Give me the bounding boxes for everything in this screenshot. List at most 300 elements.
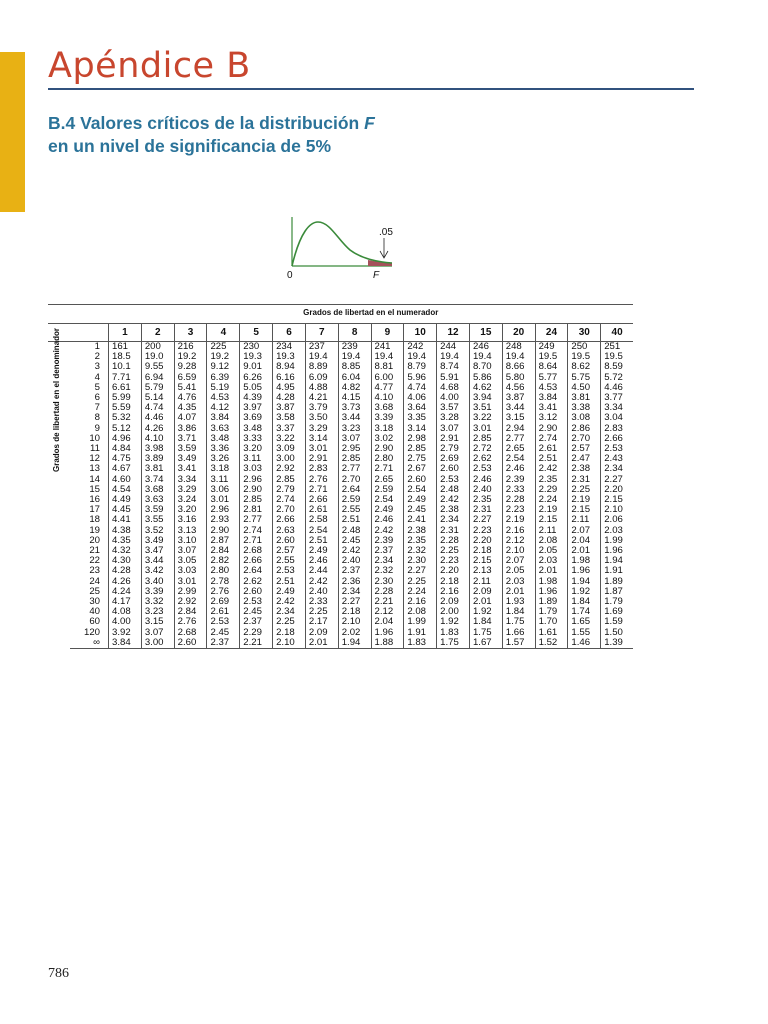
critical-value-cell: 19.2 (174, 352, 207, 362)
critical-value-cell: 250 (568, 342, 601, 353)
critical-value-cell: 2.62 (240, 577, 273, 587)
f-distribution-figure (278, 212, 408, 284)
critical-value-cell: 2.21 (371, 597, 404, 607)
row-df-label: 9 (94, 422, 100, 434)
critical-value-cell: 2.15 (535, 515, 568, 525)
critical-value-cell: 2.25 (273, 617, 306, 627)
critical-value-cell: 3.68 (371, 403, 404, 413)
row-df-label: 17 (89, 504, 100, 516)
column-header: 12 (437, 324, 470, 342)
critical-value-cell: 3.01 (305, 444, 338, 454)
critical-value-cell: 2.53 (469, 464, 502, 474)
critical-value-cell: 9.28 (174, 362, 207, 372)
critical-value-cell: 3.36 (207, 444, 240, 454)
critical-value-cell: 3.44 (141, 556, 174, 566)
critical-value-cell: 2.24 (535, 495, 568, 505)
critical-value-cell: 1.61 (535, 628, 568, 638)
critical-value-cell: 4.07 (174, 413, 207, 423)
critical-value-cell: 2.54 (502, 454, 535, 464)
critical-value-cell: 6.26 (240, 373, 273, 383)
critical-value-cell: 2.61 (305, 505, 338, 515)
critical-value-cell: 2.25 (305, 607, 338, 617)
critical-value-cell: 3.59 (141, 505, 174, 515)
critical-value-cell: 3.14 (404, 424, 437, 434)
critical-value-cell: 4.28 (273, 393, 306, 403)
critical-value-cell: 3.07 (338, 434, 371, 444)
critical-value-cell: 4.74 (141, 403, 174, 413)
row-df-label: 2 (94, 351, 100, 363)
critical-value-cell: 2.45 (207, 628, 240, 638)
critical-value-cell: 2.27 (404, 566, 437, 576)
critical-value-cell: 1.55 (568, 628, 601, 638)
critical-value-cell: 3.20 (240, 444, 273, 454)
critical-value-cell: 2.51 (535, 454, 568, 464)
critical-value-cell: 2.10 (601, 505, 633, 515)
critical-value-cell: 2.32 (371, 566, 404, 576)
critical-value-cell: 19.4 (469, 352, 502, 362)
critical-value-cell: 4.39 (240, 393, 273, 403)
critical-value-cell: 3.48 (207, 434, 240, 444)
critical-value-cell: 3.57 (437, 403, 470, 413)
critical-value-cell: 3.51 (469, 403, 502, 413)
critical-value-cell: 237 (305, 342, 338, 353)
critical-value-cell: 4.24 (109, 587, 142, 597)
critical-value-cell: 2.61 (535, 444, 568, 454)
critical-value-cell: 2.46 (469, 475, 502, 485)
critical-value-cell: 8.94 (273, 362, 306, 372)
critical-value-cell: 3.49 (174, 454, 207, 464)
critical-value-cell: 234 (273, 342, 306, 353)
critical-value-cell: 2.77 (240, 515, 273, 525)
critical-value-cell: 2.31 (568, 475, 601, 485)
critical-value-cell: 1.75 (437, 638, 470, 649)
critical-value-cell: 19.5 (535, 352, 568, 362)
critical-value-cell: 19.5 (568, 352, 601, 362)
critical-value-cell: 1.46 (568, 638, 601, 649)
critical-value-cell: 3.01 (207, 495, 240, 505)
critical-value-cell: 2.57 (273, 546, 306, 556)
column-header: 6 (273, 324, 306, 342)
critical-value-cell: 19.4 (338, 352, 371, 362)
critical-value-cell: 2.08 (404, 607, 437, 617)
critical-value-cell: 2.39 (371, 536, 404, 546)
critical-value-cell: 2.13 (469, 566, 502, 576)
critical-value-cell: 2.07 (502, 556, 535, 566)
critical-value-cell: 4.17 (109, 597, 142, 607)
critical-value-cell: 2.96 (207, 505, 240, 515)
critical-value-cell: 3.15 (141, 617, 174, 627)
critical-value-cell: 3.08 (568, 413, 601, 423)
critical-value-cell: 2.60 (174, 638, 207, 649)
critical-value-cell: 2.37 (207, 638, 240, 649)
critical-value-cell: 3.73 (338, 403, 371, 413)
critical-value-cell: 3.09 (273, 444, 306, 454)
critical-value-cell: 2.81 (240, 505, 273, 515)
critical-value-cell: 2.66 (305, 495, 338, 505)
critical-value-cell: 3.81 (568, 393, 601, 403)
critical-value-cell: 2.91 (437, 434, 470, 444)
critical-value-cell: 5.05 (240, 383, 273, 393)
critical-value-cell: 2.49 (404, 495, 437, 505)
critical-value-cell: 2.51 (305, 536, 338, 546)
critical-value-cell: 2.57 (568, 444, 601, 454)
critical-value-cell: 2.83 (305, 464, 338, 474)
critical-value-cell: 2.98 (404, 434, 437, 444)
critical-value-cell: 5.32 (109, 413, 142, 423)
critical-value-cell: 3.58 (273, 413, 306, 423)
figure-alpha-label: .05 (379, 227, 393, 238)
critical-value-cell: 2.10 (338, 617, 371, 627)
critical-value-cell: 1.88 (371, 638, 404, 649)
critical-value-cell: 19.5 (601, 352, 633, 362)
critical-value-cell: 2.45 (338, 536, 371, 546)
critical-value-cell: 1.96 (371, 628, 404, 638)
row-df-label: 30 (89, 596, 100, 608)
section-title (48, 112, 375, 158)
title-rule (48, 88, 694, 90)
row-df-label: 19 (89, 524, 100, 536)
critical-value-cell: 2.70 (273, 505, 306, 515)
critical-value-cell: 5.86 (469, 373, 502, 383)
column-header: 20 (502, 324, 535, 342)
critical-value-cell: 19.4 (502, 352, 535, 362)
critical-value-cell: 3.28 (437, 413, 470, 423)
critical-value-cell: 1.87 (601, 587, 633, 597)
critical-value-cell: 1.67 (469, 638, 502, 649)
critical-value-cell: 2.79 (273, 485, 306, 495)
critical-value-cell: 2.31 (437, 526, 470, 536)
critical-value-cell: 3.52 (141, 526, 174, 536)
critical-value-cell: 2.66 (240, 556, 273, 566)
critical-value-cell: 1.79 (601, 597, 633, 607)
row-df-label: 60 (89, 616, 100, 628)
row-df-label: 8 (94, 412, 100, 424)
column-header: 40 (601, 324, 633, 342)
critical-value-cell: 1.70 (535, 617, 568, 627)
critical-value-cell: 2.10 (273, 638, 306, 649)
critical-value-cell: 2.92 (174, 597, 207, 607)
critical-value-cell: 1.84 (568, 597, 601, 607)
critical-value-cell: 2.90 (535, 424, 568, 434)
critical-value-cell: 4.21 (305, 393, 338, 403)
row-df-label: 18 (89, 514, 100, 526)
critical-value-cell: 3.89 (141, 454, 174, 464)
critical-value-cell: 161 (109, 342, 142, 353)
critical-value-cell: 3.42 (141, 566, 174, 576)
critical-value-cell: 2.08 (535, 536, 568, 546)
critical-value-cell: 2.34 (601, 464, 633, 474)
row-df-label: 40 (89, 606, 100, 618)
critical-value-cell: 2.54 (404, 485, 437, 495)
critical-value-cell: 1.92 (437, 617, 470, 627)
column-header: 3 (174, 324, 207, 342)
critical-value-cell: 2.38 (568, 464, 601, 474)
critical-value-cell: 1.75 (469, 628, 502, 638)
critical-value-cell: 2.36 (338, 577, 371, 587)
critical-value-cell: 3.92 (109, 628, 142, 638)
critical-value-cell: 1.52 (535, 638, 568, 649)
critical-value-cell: 5.80 (502, 373, 535, 383)
critical-value-cell: 244 (437, 342, 470, 353)
critical-value-cell: 3.35 (404, 413, 437, 423)
table-caption: Grados de libertad en el numerador (109, 305, 634, 324)
critical-value-cell: 19.4 (404, 352, 437, 362)
critical-value-cell: 2.91 (305, 454, 338, 464)
critical-value-cell: 4.56 (502, 383, 535, 393)
critical-value-cell: 2.18 (338, 607, 371, 617)
critical-value-cell: 18.5 (109, 352, 142, 362)
critical-value-cell: 2.04 (568, 536, 601, 546)
critical-value-cell: 3.97 (240, 403, 273, 413)
critical-value-cell: 4.53 (535, 383, 568, 393)
critical-value-cell: 1.50 (601, 628, 633, 638)
critical-value-cell: 4.30 (109, 556, 142, 566)
critical-value-cell: 2.11 (469, 577, 502, 587)
critical-value-cell: 3.37 (273, 424, 306, 434)
critical-value-cell: 2.42 (338, 546, 371, 556)
critical-value-cell: 2.29 (535, 485, 568, 495)
critical-value-cell: 2.47 (568, 454, 601, 464)
critical-value-cell: 4.10 (371, 393, 404, 403)
critical-value-cell: 2.25 (568, 485, 601, 495)
critical-value-cell: 4.00 (437, 393, 470, 403)
critical-value-cell: 6.04 (338, 373, 371, 383)
critical-value-cell: 2.20 (469, 536, 502, 546)
critical-value-cell: 2.77 (338, 464, 371, 474)
critical-value-cell: 2.49 (371, 505, 404, 515)
row-df-label: 15 (89, 483, 100, 495)
critical-value-cell: 3.26 (207, 454, 240, 464)
critical-value-cell: 3.44 (502, 403, 535, 413)
critical-value-cell: 2.96 (240, 475, 273, 485)
row-df-label: 25 (89, 585, 100, 597)
critical-value-cell: 2.30 (404, 556, 437, 566)
critical-value-cell: 2.74 (535, 434, 568, 444)
critical-value-cell: 1.65 (568, 617, 601, 627)
page-number: 786 (48, 966, 69, 981)
critical-value-cell: 3.34 (601, 403, 633, 413)
critical-value-cell: 5.79 (141, 383, 174, 393)
critical-value-cell: 2.59 (338, 495, 371, 505)
critical-value-cell: 2.20 (437, 566, 470, 576)
critical-value-cell: 3.01 (174, 577, 207, 587)
critical-value-cell: 3.02 (371, 434, 404, 444)
critical-value-cell: 2.37 (240, 617, 273, 627)
critical-value-cell: 4.26 (109, 577, 142, 587)
critical-value-cell: 3.94 (469, 393, 502, 403)
critical-value-cell: 1.92 (568, 587, 601, 597)
critical-value-cell: 2.71 (305, 485, 338, 495)
critical-value-cell: 2.90 (207, 526, 240, 536)
critical-value-cell: 3.38 (568, 403, 601, 413)
critical-value-cell: 2.27 (601, 475, 633, 485)
page-title: Apéndice B (48, 46, 251, 86)
critical-value-cell: 4.32 (109, 546, 142, 556)
critical-value-cell: 2.54 (305, 526, 338, 536)
critical-value-cell: 3.05 (174, 556, 207, 566)
critical-value-cell: 2.99 (174, 587, 207, 597)
critical-value-cell: 6.59 (174, 373, 207, 383)
critical-value-cell: 2.60 (437, 464, 470, 474)
critical-value-cell: 1.98 (568, 556, 601, 566)
critical-value-cell: 2.78 (207, 577, 240, 587)
critical-value-cell: 9.01 (240, 362, 273, 372)
critical-value-cell: 2.49 (305, 546, 338, 556)
critical-value-cell: 3.11 (240, 454, 273, 464)
critical-value-cell: 2.03 (601, 526, 633, 536)
critical-value-cell: 6.61 (109, 383, 142, 393)
critical-value-cell: 3.23 (141, 607, 174, 617)
critical-value-cell: 2.12 (502, 536, 535, 546)
critical-value-cell: 2.27 (469, 515, 502, 525)
critical-value-cell: 1.94 (601, 556, 633, 566)
critical-value-cell: 3.84 (535, 393, 568, 403)
critical-value-cell: 2.85 (404, 444, 437, 454)
row-df-label: 12 (89, 453, 100, 465)
critical-value-cell: 2.24 (404, 587, 437, 597)
critical-value-cell: 1.89 (535, 597, 568, 607)
critical-value-cell: 2.76 (207, 587, 240, 597)
critical-value-cell: 249 (535, 342, 568, 353)
critical-value-cell: 5.12 (109, 424, 142, 434)
critical-value-cell: 3.20 (174, 505, 207, 515)
critical-value-cell: 4.35 (174, 403, 207, 413)
critical-value-cell: 2.85 (338, 454, 371, 464)
critical-value-cell: 2.42 (437, 495, 470, 505)
critical-value-cell: 241 (371, 342, 404, 353)
critical-value-cell: 2.15 (568, 505, 601, 515)
critical-value-cell: 3.98 (141, 444, 174, 454)
critical-value-cell: 2.80 (371, 454, 404, 464)
critical-value-cell: 2.37 (338, 566, 371, 576)
critical-value-cell: 2.42 (305, 577, 338, 587)
critical-value-cell: 3.68 (141, 485, 174, 495)
critical-value-cell: 2.03 (535, 556, 568, 566)
critical-value-cell: 2.85 (273, 475, 306, 485)
critical-value-cell: 3.16 (174, 515, 207, 525)
critical-value-cell: 2.69 (437, 454, 470, 464)
critical-value-cell: 8.74 (437, 362, 470, 372)
critical-value-cell: 2.25 (437, 546, 470, 556)
critical-value-cell: 2.09 (305, 628, 338, 638)
critical-value-cell: 2.40 (305, 587, 338, 597)
critical-value-cell: 2.34 (338, 587, 371, 597)
critical-value-cell: 2.55 (273, 556, 306, 566)
critical-value-cell: 4.08 (109, 607, 142, 617)
critical-value-cell: 2.42 (273, 597, 306, 607)
critical-value-cell: 3.44 (338, 413, 371, 423)
critical-value-cell: 4.10 (141, 434, 174, 444)
critical-value-cell: 4.88 (305, 383, 338, 393)
critical-value-cell: 2.16 (404, 597, 437, 607)
critical-value-cell: 6.16 (273, 373, 306, 383)
critical-value-cell: 8.59 (601, 362, 633, 372)
critical-value-cell: 2.39 (502, 475, 535, 485)
critical-value-cell: 2.23 (469, 526, 502, 536)
critical-value-cell: 3.33 (240, 434, 273, 444)
critical-value-cell: 3.07 (174, 546, 207, 556)
critical-value-cell: 5.59 (109, 403, 142, 413)
critical-value-cell: 19.4 (305, 352, 338, 362)
critical-value-cell: 3.23 (338, 424, 371, 434)
critical-value-cell: 3.18 (371, 424, 404, 434)
row-df-label: 14 (89, 473, 100, 485)
critical-value-cell: 5.72 (601, 373, 633, 383)
critical-value-cell: 4.54 (109, 485, 142, 495)
critical-value-cell: 6.09 (305, 373, 338, 383)
critical-value-cell: 10.1 (109, 362, 142, 372)
critical-value-cell: 3.29 (174, 485, 207, 495)
critical-value-cell: 3.11 (207, 475, 240, 485)
critical-value-cell: 2.58 (305, 515, 338, 525)
critical-value-cell: 2.79 (437, 444, 470, 454)
critical-value-cell: 2.61 (207, 607, 240, 617)
critical-value-cell: 4.82 (338, 383, 371, 393)
critical-value-cell: 2.37 (371, 546, 404, 556)
critical-value-cell: 1.93 (502, 597, 535, 607)
critical-value-cell: 2.01 (535, 566, 568, 576)
critical-value-cell: 2.84 (207, 546, 240, 556)
critical-value-cell: 2.53 (601, 444, 633, 454)
column-header: 24 (535, 324, 568, 342)
critical-value-cell: 2.38 (437, 505, 470, 515)
critical-value-cell: 2.40 (469, 485, 502, 495)
critical-value-cell: 2.33 (502, 485, 535, 495)
critical-value-cell: 2.60 (273, 536, 306, 546)
critical-value-cell: 3.07 (437, 424, 470, 434)
critical-value-cell: 4.95 (273, 383, 306, 393)
critical-value-cell: 2.75 (404, 454, 437, 464)
critical-value-cell: 2.92 (273, 464, 306, 474)
critical-value-cell: 2.09 (469, 587, 502, 597)
critical-value-cell: 239 (338, 342, 371, 353)
critical-value-cell: 3.22 (469, 413, 502, 423)
critical-value-cell: 2.05 (502, 566, 535, 576)
critical-value-cell: 2.51 (273, 577, 306, 587)
critical-value-cell: 2.42 (371, 526, 404, 536)
critical-value-cell: 3.13 (174, 526, 207, 536)
critical-value-cell: 4.68 (437, 383, 470, 393)
critical-value-cell: 2.11 (568, 515, 601, 525)
critical-value-cell: 2.44 (305, 566, 338, 576)
critical-value-cell: 2.28 (437, 536, 470, 546)
critical-value-cell: 3.77 (601, 393, 633, 403)
critical-value-cell: 2.15 (469, 556, 502, 566)
critical-value-cell: 1.74 (568, 607, 601, 617)
critical-value-cell: 2.86 (568, 424, 601, 434)
critical-value-cell: 2.85 (240, 495, 273, 505)
column-header: 9 (371, 324, 404, 342)
critical-value-cell: 2.16 (437, 587, 470, 597)
critical-value-cell: 4.84 (109, 444, 142, 454)
critical-value-cell: 3.00 (141, 638, 174, 649)
critical-value-cell: 3.07 (141, 628, 174, 638)
critical-value-cell: 5.14 (141, 393, 174, 403)
critical-value-cell: 2.04 (371, 617, 404, 627)
critical-value-cell: 2.43 (601, 454, 633, 464)
critical-value-cell: 3.14 (305, 434, 338, 444)
critical-value-cell: 1.83 (404, 638, 437, 649)
row-df-label: 10 (89, 432, 100, 444)
column-header: 30 (568, 324, 601, 342)
row-df-label: 6 (94, 392, 100, 404)
column-header: 8 (338, 324, 371, 342)
critical-value-cell: 3.15 (502, 413, 535, 423)
critical-value-cell: 2.41 (404, 515, 437, 525)
critical-value-cell: 2.19 (502, 515, 535, 525)
critical-value-cell: 2.19 (535, 505, 568, 515)
critical-value-cell: 1.94 (568, 577, 601, 587)
